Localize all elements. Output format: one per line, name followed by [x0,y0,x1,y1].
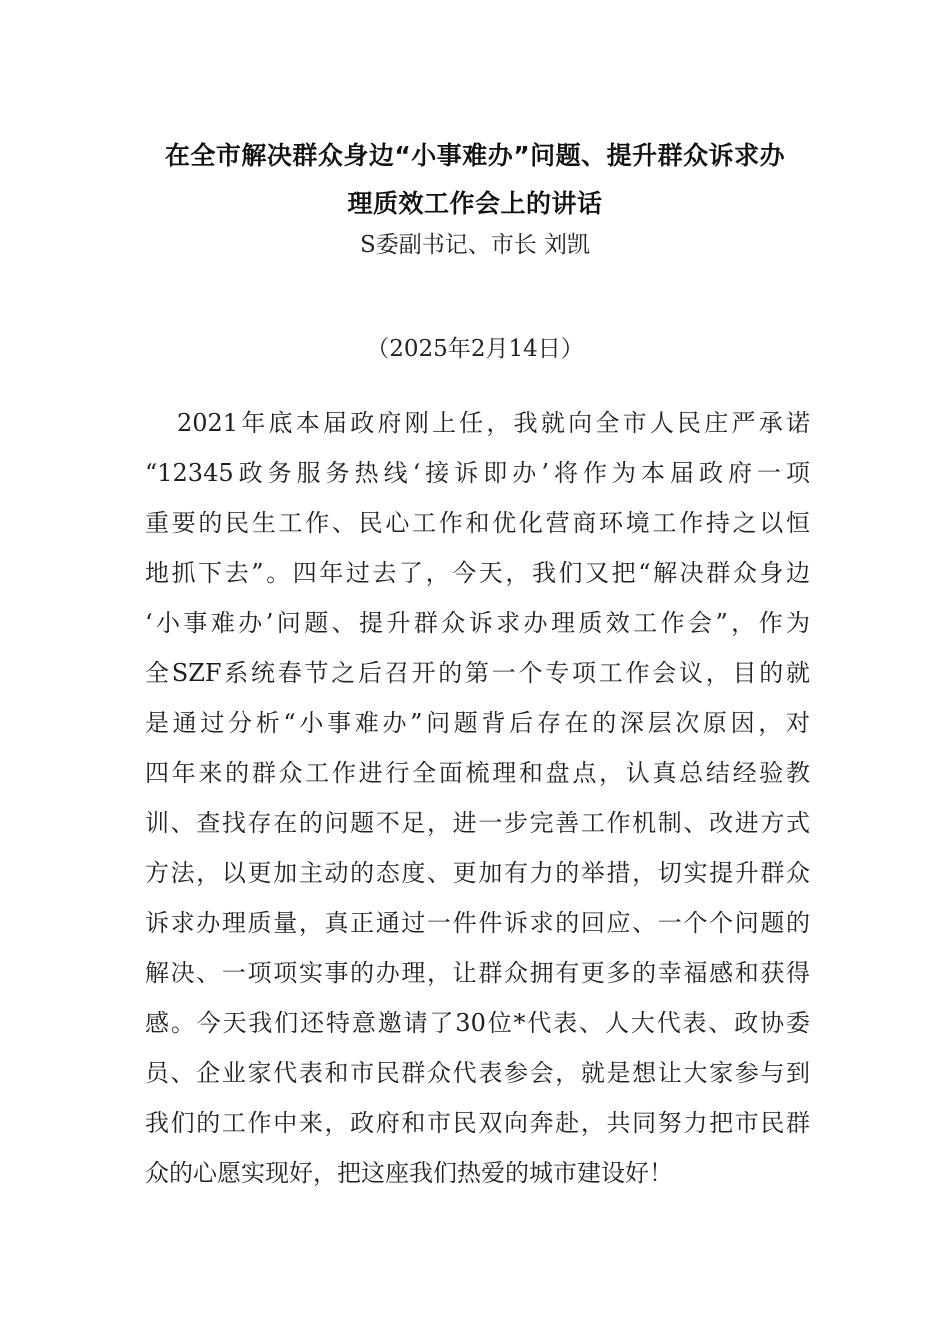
date-line: （2025年2月14日） [366,336,584,362]
paragraph-line: 方法，以更加主动的态度、更加有力的举措，切实提升群众 [145,859,810,887]
title-line-1: 在全市解决群众身边“小事难办”问题、提升群众诉求办 [164,141,786,170]
paragraph-line: 四年来的群众工作进行全面梳理和盘点，认真总结经验教 [145,759,810,787]
paragraph-line: 解决、一项项实事的办理，让群众拥有更多的幸福感和获得 [145,959,810,987]
author-line: S委副书记、市长 刘凯 [359,232,591,258]
paragraph-line: 众的心愿实现好，把这座我们热爱的城市建设好！ [145,1159,673,1187]
speech-paragraph [145,405,810,1205]
paragraph-line: 员、企业家代表和市民群众代表参会，就是想让大家参与到 [145,1059,810,1087]
paragraph-line: 我们的工作中来，政府和市民双向奔赴，共同努力把市民群 [145,1109,810,1137]
paragraph-line: 地抓下去”。四年过去了，今天，我们又把“解决群众身边 [145,559,810,587]
paragraph-line: ‘小事难办’问题、提升群众诉求办理质效工作会”，作为 [145,609,810,637]
paragraph-line: 诉求办理质量，真正通过一件件诉求的回应、一个个问题的 [145,909,810,937]
paragraph-line: 训、查找存在的问题不足，进一步完善工作机制、改进方式 [145,809,810,837]
title-line-2: 理质效工作会上的讲话 [347,189,603,218]
paragraph-line: 重要的民生工作、民心工作和优化营商环境工作持之以恒 [145,509,810,537]
paragraph-line: 全SZF系统春节之后召开的第一个专项工作会议，目的就 [145,659,810,687]
paragraph-line: “12345政务服务热线‘接诉即办’将作为本届政府一项 [145,459,810,487]
paragraph-line: 是通过分析“小事难办”问题背后存在的深层次原因，对 [145,709,810,737]
paragraph-line: 2021年底本届政府刚上任，我就向全市人民庄严承诺 [177,409,810,437]
paragraph-line: 感。今天我们还特意邀请了30位*代表、人大代表、政协委 [145,1009,810,1037]
